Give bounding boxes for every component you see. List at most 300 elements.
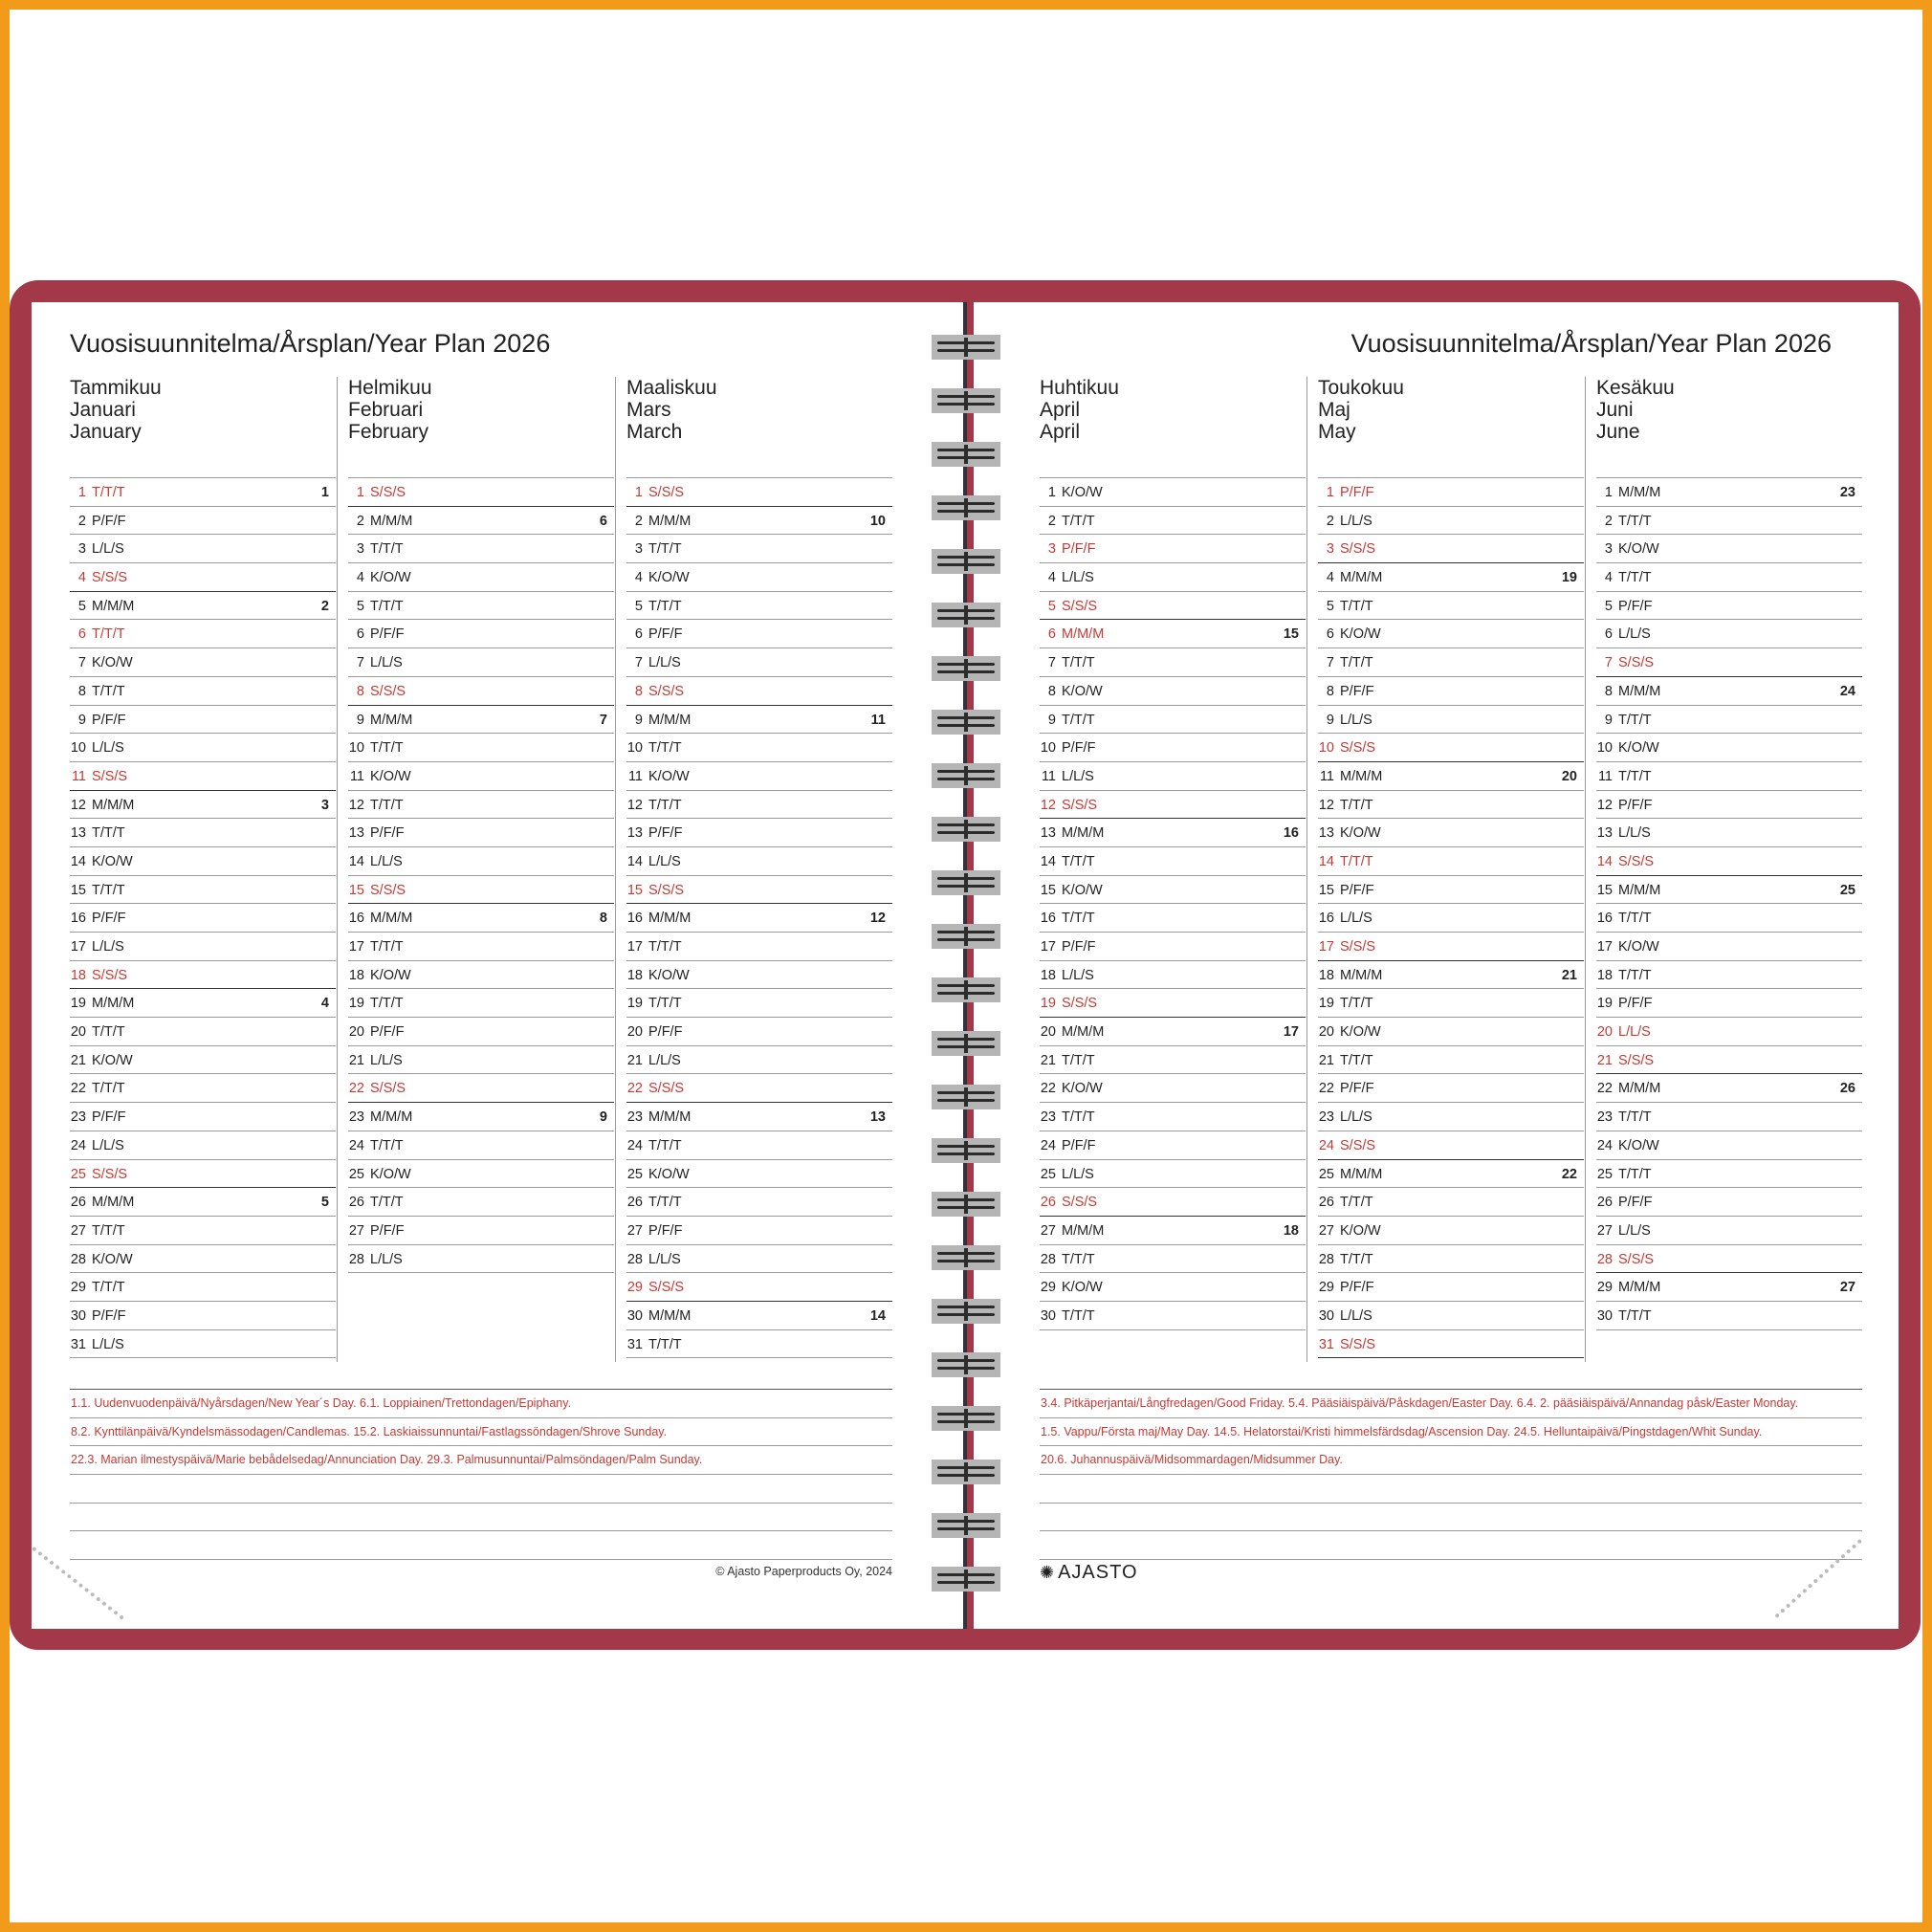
day-row[interactable]: [1318, 847, 1584, 876]
day-row[interactable]: [348, 876, 614, 905]
day-row[interactable]: [1040, 1302, 1306, 1330]
day-row[interactable]: [70, 535, 336, 563]
day-row[interactable]: [1318, 791, 1584, 820]
week-number: 27: [1839, 1280, 1855, 1296]
day-number: 2: [1047, 513, 1056, 529]
day-row[interactable]: [1040, 592, 1306, 621]
week-number: 10: [869, 513, 886, 529]
day-number: 30: [1318, 1307, 1334, 1324]
spiral-ring: [932, 924, 1000, 949]
day-row[interactable]: [1318, 706, 1584, 735]
day-row[interactable]: [1596, 706, 1862, 735]
day-row[interactable]: [70, 648, 336, 677]
day-row[interactable]: [1318, 1188, 1584, 1217]
holiday-note-line[interactable]: 1.1. Uudenvuodenpäivä/Nyårsdagen/New Year´s Day. 6.1. Loppiainen/Trettondagen/Epiphany.: [70, 1390, 892, 1418]
day-row[interactable]: [626, 1217, 892, 1245]
day-number: 17: [1596, 939, 1613, 955]
day-row[interactable]: [626, 933, 892, 961]
spiral-ring: [932, 1299, 1000, 1324]
day-number: 23: [1596, 1109, 1613, 1126]
day-row[interactable]: [70, 791, 336, 820]
day-row[interactable]: [1596, 648, 1862, 677]
day-row[interactable]: [70, 961, 336, 990]
day-row[interactable]: [70, 734, 336, 762]
day-row[interactable]: [70, 1302, 336, 1330]
day-number: 6: [77, 626, 86, 643]
day-row[interactable]: [70, 1188, 336, 1217]
weekday-letters: K/O/W: [1340, 626, 1381, 643]
day-row[interactable]: [626, 620, 892, 648]
day-row[interactable]: [1040, 1217, 1306, 1245]
day-row[interactable]: [1318, 1018, 1584, 1046]
day-row[interactable]: [1596, 904, 1862, 933]
day-row[interactable]: [626, 961, 892, 990]
day-row[interactable]: [1318, 1273, 1584, 1302]
holiday-note-line[interactable]: 1.5. Vappu/Första maj/May Day. 14.5. Helatorstai/Kristi himmelsfärdsdag/Ascension Day. 24.5. Helluntaipäivä/Pingstdagen/Whit Sunday.: [1040, 1418, 1862, 1447]
spiral-ring: [932, 603, 1000, 627]
day-row[interactable]: [1040, 791, 1306, 820]
weekday-letters: T/T/T: [648, 1137, 682, 1153]
week-number: 16: [1283, 825, 1299, 842]
day-number: 20: [348, 1024, 364, 1041]
holiday-note-line[interactable]: 22.3. Marian ilmestyspäivä/Marie bebådelsedag/Annunciation Day. 29.3. Palmusunnuntai/Palmsöndagen/Palm Sunday.: [70, 1446, 892, 1475]
month-name: Juni: [1596, 399, 1634, 421]
day-row[interactable]: [1040, 535, 1306, 563]
day-row[interactable]: [70, 762, 336, 791]
day-row[interactable]: [626, 1160, 892, 1189]
day-number: 8: [634, 683, 643, 699]
weekday-letters: K/O/W: [1340, 1222, 1381, 1239]
day-row[interactable]: [348, 1245, 614, 1274]
weekday-letters: K/O/W: [648, 967, 690, 983]
weekday-letters: K/O/W: [92, 655, 133, 671]
day-row[interactable]: [348, 535, 614, 563]
month-column-april: [1040, 377, 1306, 1330]
day-row[interactable]: [1596, 1074, 1862, 1103]
weekday-letters: K/O/W: [92, 1251, 133, 1267]
day-number: 8: [1326, 683, 1334, 699]
day-row[interactable]: [1040, 904, 1306, 933]
weekday-letters: T/T/T: [648, 797, 682, 813]
day-row[interactable]: [348, 847, 614, 876]
day-row[interactable]: [348, 904, 614, 933]
day-number: 1: [1326, 485, 1334, 500]
day-number: 6: [1047, 626, 1056, 643]
weekday-letters: M/M/M: [1618, 485, 1661, 500]
day-row[interactable]: [1318, 1302, 1584, 1330]
day-row[interactable]: [1596, 876, 1862, 905]
day-row[interactable]: [626, 1273, 892, 1302]
day-row[interactable]: [70, 1217, 336, 1245]
day-row[interactable]: [626, 478, 892, 507]
day-row[interactable]: [348, 1074, 614, 1103]
day-row[interactable]: [626, 1046, 892, 1075]
day-row[interactable]: [70, 1160, 336, 1189]
day-number: 4: [1604, 570, 1613, 586]
day-row[interactable]: [1318, 478, 1584, 507]
day-row[interactable]: [1040, 677, 1306, 706]
day-row[interactable]: [626, 819, 892, 847]
day-row[interactable]: [626, 507, 892, 536]
weekday-letters: L/L/S: [1618, 1024, 1651, 1041]
day-row[interactable]: [1596, 535, 1862, 563]
day-row[interactable]: [70, 706, 336, 735]
day-row[interactable]: [70, 677, 336, 706]
spiral-ring: [932, 1460, 1000, 1484]
day-row[interactable]: [1318, 989, 1584, 1018]
weekday-letters: S/S/S: [1618, 1052, 1655, 1068]
day-row[interactable]: [1040, 1074, 1306, 1103]
day-number: 6: [1604, 626, 1613, 643]
holiday-note-line[interactable]: [1040, 1475, 1862, 1504]
day-row[interactable]: [70, 1273, 336, 1302]
day-row[interactable]: [1318, 592, 1584, 621]
day-row[interactable]: [1596, 1245, 1862, 1274]
day-row[interactable]: [70, 563, 336, 592]
weekday-letters: K/O/W: [370, 1166, 411, 1182]
day-number: 24: [70, 1137, 86, 1153]
day-row[interactable]: [348, 592, 614, 621]
weekday-letters: M/M/M: [370, 513, 413, 529]
day-row[interactable]: [626, 876, 892, 905]
day-row[interactable]: [70, 1074, 336, 1103]
weekday-letters: M/M/M: [1618, 1081, 1661, 1097]
day-number: 5: [77, 598, 86, 614]
day-number: 7: [356, 655, 364, 671]
day-row[interactable]: [1596, 1046, 1862, 1075]
weekday-letters: L/L/S: [370, 1052, 403, 1068]
weekday-letters: M/M/M: [1062, 1024, 1105, 1041]
month-name: Maaliskuu: [626, 377, 717, 399]
day-row[interactable]: [1318, 1046, 1584, 1075]
day-row[interactable]: [70, 478, 336, 507]
day-row[interactable]: [1596, 563, 1862, 592]
weekday-letters: T/T/T: [1340, 853, 1373, 869]
day-row[interactable]: [348, 1018, 614, 1046]
day-row[interactable]: [70, 1330, 336, 1359]
day-row[interactable]: [1040, 507, 1306, 536]
day-row[interactable]: [1596, 1273, 1862, 1302]
day-row[interactable]: [70, 507, 336, 536]
day-row[interactable]: [1040, 478, 1306, 507]
day-number: 26: [1596, 1195, 1613, 1211]
weekday-letters: T/T/T: [370, 1137, 404, 1153]
weekday-letters: S/S/S: [1062, 1195, 1098, 1211]
month-name: Mars: [626, 399, 671, 421]
day-row[interactable]: [626, 1018, 892, 1046]
spiral-ring: [932, 656, 1000, 681]
day-number: 27: [1040, 1222, 1056, 1239]
day-row[interactable]: [1596, 592, 1862, 621]
weekday-letters: K/O/W: [648, 1166, 690, 1182]
month-column-march: [626, 377, 892, 1358]
day-row[interactable]: [1596, 1018, 1862, 1046]
week-number: 11: [870, 712, 886, 728]
weekday-letters: S/S/S: [1618, 655, 1655, 671]
month-name: June: [1596, 421, 1640, 443]
day-row[interactable]: [348, 648, 614, 677]
day-row[interactable]: [1040, 961, 1306, 990]
day-number: 22: [1596, 1081, 1613, 1097]
day-number: 19: [348, 996, 364, 1012]
day-number: 10: [1596, 740, 1613, 757]
day-number: 28: [1318, 1251, 1334, 1267]
week-number: 17: [1283, 1024, 1299, 1041]
day-row[interactable]: [626, 1188, 892, 1217]
day-row[interactable]: [1596, 1103, 1862, 1131]
day-row[interactable]: [1318, 819, 1584, 847]
day-number: 16: [1040, 911, 1056, 927]
day-row[interactable]: [1040, 847, 1306, 876]
day-row[interactable]: [70, 819, 336, 847]
day-row[interactable]: [1596, 1302, 1862, 1330]
day-row[interactable]: [348, 1103, 614, 1131]
day-row[interactable]: [1040, 1160, 1306, 1189]
day-row[interactable]: [348, 1217, 614, 1245]
weekday-letters: L/L/S: [1618, 1222, 1651, 1239]
day-row[interactable]: [1318, 535, 1584, 563]
day-row[interactable]: [1318, 1245, 1584, 1274]
day-row[interactable]: [70, 620, 336, 648]
day-row[interactable]: [1318, 876, 1584, 905]
day-row[interactable]: [626, 1131, 892, 1160]
holiday-note-line[interactable]: 3.4. Pitkäperjantai/Långfredagen/Good Friday. 5.4. Pääsiäispäivä/Påskdagen/Easter Day. 6.4. 2. pääsiäispäivä/Annandag påsk/Easter Monday.: [1040, 1390, 1862, 1418]
holiday-note-line[interactable]: 20.6. Juhannuspäivä/Midsommardagen/Midsummer Day.: [1040, 1446, 1862, 1475]
day-row[interactable]: [1318, 762, 1584, 791]
day-row[interactable]: [626, 904, 892, 933]
day-number: 25: [1596, 1166, 1613, 1182]
day-number: 16: [1318, 911, 1334, 927]
day-row[interactable]: [626, 1103, 892, 1131]
holiday-note-line[interactable]: [70, 1531, 892, 1560]
day-number: 17: [1318, 939, 1334, 955]
day-row[interactable]: [1040, 819, 1306, 847]
week-number: 14: [869, 1307, 886, 1324]
day-row[interactable]: [1318, 1330, 1584, 1359]
holiday-note-line[interactable]: [70, 1475, 892, 1504]
day-row[interactable]: [348, 1131, 614, 1160]
day-row[interactable]: [1318, 1160, 1584, 1189]
day-row[interactable]: [1596, 1188, 1862, 1217]
day-row[interactable]: [348, 933, 614, 961]
week-number: 18: [1283, 1222, 1299, 1239]
day-row[interactable]: [348, 989, 614, 1018]
day-row[interactable]: [1040, 1245, 1306, 1274]
weekday-letters: T/T/T: [1062, 712, 1095, 728]
day-row[interactable]: [1318, 904, 1584, 933]
day-row[interactable]: [626, 734, 892, 762]
day-row[interactable]: [1040, 762, 1306, 791]
day-row[interactable]: [1318, 1217, 1584, 1245]
spiral-ring: [932, 1567, 1000, 1592]
day-row[interactable]: [1318, 620, 1584, 648]
month-name: Januari: [70, 399, 136, 421]
day-row[interactable]: [70, 1131, 336, 1160]
day-number: 9: [1047, 712, 1056, 728]
weekday-letters: P/F/F: [648, 1222, 683, 1239]
day-row[interactable]: [1596, 478, 1862, 507]
day-row[interactable]: [1040, 1103, 1306, 1131]
day-row[interactable]: [70, 847, 336, 876]
day-row[interactable]: [1040, 1273, 1306, 1302]
day-row[interactable]: [1596, 734, 1862, 762]
weekday-letters: L/L/S: [648, 655, 681, 671]
weekday-letters: S/S/S: [648, 882, 685, 898]
day-row[interactable]: [70, 1046, 336, 1075]
day-row[interactable]: [626, 1330, 892, 1359]
day-row[interactable]: [626, 592, 892, 621]
weekday-letters: M/M/M: [1062, 825, 1105, 842]
day-row[interactable]: [1318, 734, 1584, 762]
day-number: 23: [1318, 1109, 1334, 1126]
day-row[interactable]: [1596, 1131, 1862, 1160]
day-row[interactable]: [1318, 648, 1584, 677]
spiral-ring: [932, 495, 1000, 520]
day-row[interactable]: [626, 989, 892, 1018]
day-row[interactable]: [1040, 563, 1306, 592]
weekday-letters: P/F/F: [370, 1222, 405, 1239]
day-number: 21: [348, 1052, 364, 1068]
day-row[interactable]: [1596, 819, 1862, 847]
day-number: 21: [626, 1052, 643, 1068]
day-row[interactable]: [1318, 1131, 1584, 1160]
day-number: 30: [626, 1307, 643, 1324]
day-row[interactable]: [1596, 677, 1862, 706]
day-row[interactable]: [1318, 563, 1584, 592]
month-name: Kesäkuu: [1596, 377, 1675, 399]
day-row[interactable]: [348, 706, 614, 735]
day-row[interactable]: [1318, 933, 1584, 961]
day-row[interactable]: [1596, 620, 1862, 648]
day-row[interactable]: [1040, 1046, 1306, 1075]
day-row[interactable]: [348, 791, 614, 820]
day-row[interactable]: [70, 933, 336, 961]
day-row[interactable]: [626, 847, 892, 876]
day-row[interactable]: [348, 1188, 614, 1217]
day-row[interactable]: [1596, 791, 1862, 820]
day-number: 3: [634, 541, 643, 558]
weekday-letters: T/T/T: [1062, 1251, 1095, 1267]
day-row[interactable]: [1040, 989, 1306, 1018]
day-row[interactable]: [70, 904, 336, 933]
weekday-letters: T/T/T: [1618, 1307, 1652, 1324]
holiday-note-line[interactable]: 8.2. Kynttilänpäivä/Kyndelsmässodagen/Candlemas. 15.2. Laskiaissunnuntai/Fastlagssöndagen/Shrove Sunday.: [70, 1418, 892, 1447]
day-row[interactable]: [70, 592, 336, 621]
weekday-letters: T/T/T: [648, 996, 682, 1012]
day-row[interactable]: [1596, 507, 1862, 536]
day-number: 5: [356, 598, 364, 614]
weekday-letters: K/O/W: [1618, 1137, 1659, 1153]
day-row[interactable]: [1040, 648, 1306, 677]
day-row[interactable]: [626, 535, 892, 563]
day-list: [1318, 477, 1584, 1358]
day-number: 13: [1040, 825, 1056, 842]
day-row[interactable]: [1596, 1160, 1862, 1189]
day-number: 8: [356, 683, 364, 699]
day-row[interactable]: [348, 1160, 614, 1189]
weekday-letters: S/S/S: [370, 683, 406, 699]
day-row[interactable]: [1596, 847, 1862, 876]
day-row[interactable]: [626, 791, 892, 820]
day-row[interactable]: [1318, 961, 1584, 990]
day-row[interactable]: [1596, 961, 1862, 990]
day-row[interactable]: [348, 1046, 614, 1075]
day-number: 24: [1596, 1137, 1613, 1153]
day-row[interactable]: [348, 507, 614, 536]
day-row[interactable]: [1040, 734, 1306, 762]
column-divider: [1306, 377, 1307, 1362]
holiday-note-line[interactable]: [70, 1504, 892, 1532]
weekday-letters: T/T/T: [1062, 1052, 1095, 1068]
day-row[interactable]: [70, 1103, 336, 1131]
day-row[interactable]: [70, 876, 336, 905]
weekday-letters: S/S/S: [648, 485, 685, 500]
day-row[interactable]: [1040, 1188, 1306, 1217]
day-row[interactable]: [626, 1074, 892, 1103]
month-name: Toukokuu: [1318, 377, 1404, 399]
day-row[interactable]: [348, 961, 614, 990]
day-row[interactable]: [348, 478, 614, 507]
week-number: 12: [869, 911, 886, 927]
day-row[interactable]: [1040, 620, 1306, 648]
day-number: 1: [77, 485, 86, 500]
holiday-note-line[interactable]: [1040, 1504, 1862, 1532]
day-row[interactable]: [626, 648, 892, 677]
day-row[interactable]: [626, 762, 892, 791]
day-row[interactable]: [1596, 762, 1862, 791]
day-row[interactable]: [1318, 507, 1584, 536]
weekday-letters: T/T/T: [1340, 1251, 1373, 1267]
month-heading: [1318, 377, 1584, 477]
holiday-note-line[interactable]: [1040, 1531, 1862, 1560]
day-row[interactable]: [1040, 1131, 1306, 1160]
day-row[interactable]: [348, 762, 614, 791]
week-number: 15: [1283, 626, 1299, 643]
day-row[interactable]: [626, 1302, 892, 1330]
day-row[interactable]: [70, 1018, 336, 1046]
day-row[interactable]: [348, 563, 614, 592]
day-number: 15: [348, 882, 364, 898]
weekday-letters: P/F/F: [648, 825, 683, 842]
day-row[interactable]: [626, 563, 892, 592]
day-row[interactable]: [1040, 1018, 1306, 1046]
day-row[interactable]: [1596, 933, 1862, 961]
day-row[interactable]: [626, 706, 892, 735]
day-row[interactable]: [348, 819, 614, 847]
day-row[interactable]: [70, 1245, 336, 1274]
day-row[interactable]: [348, 677, 614, 706]
day-row[interactable]: [1318, 1103, 1584, 1131]
day-row[interactable]: [1318, 677, 1584, 706]
day-number: 21: [70, 1052, 86, 1068]
spiral-ring: [932, 763, 1000, 788]
day-row[interactable]: [1040, 706, 1306, 735]
month-column-june: [1596, 377, 1862, 1330]
day-number: 28: [70, 1251, 86, 1267]
day-row[interactable]: [626, 677, 892, 706]
day-row[interactable]: [70, 989, 336, 1018]
day-row[interactable]: [1318, 1074, 1584, 1103]
weekday-letters: P/F/F: [1062, 1137, 1096, 1153]
day-row[interactable]: [1596, 1217, 1862, 1245]
day-row[interactable]: [348, 734, 614, 762]
day-row[interactable]: [348, 620, 614, 648]
day-number: 16: [1596, 911, 1613, 927]
day-row[interactable]: [1040, 933, 1306, 961]
day-row[interactable]: [1040, 876, 1306, 905]
day-row[interactable]: [626, 1245, 892, 1274]
day-row[interactable]: [1596, 989, 1862, 1018]
